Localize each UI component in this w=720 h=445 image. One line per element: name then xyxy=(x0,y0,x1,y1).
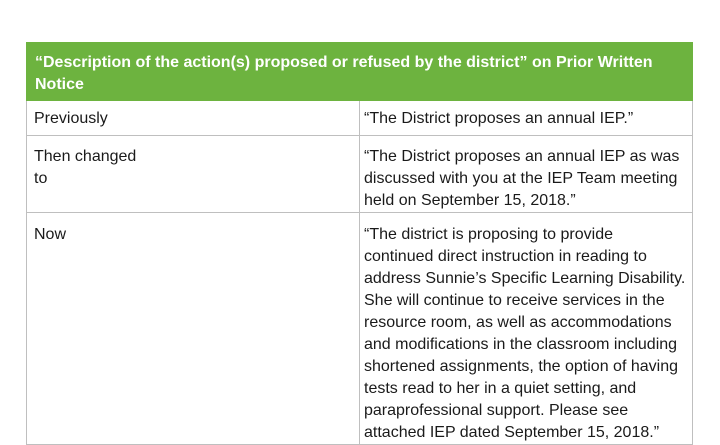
table-row-previously xyxy=(27,101,693,136)
row-text-then-changed-to: “The District proposes an annual IEP as was discussed with you at the IEP Team meeting held on September 15, 2018.” xyxy=(360,136,693,213)
table-header-row xyxy=(27,43,693,101)
row-label-previously: Previously xyxy=(27,101,360,136)
prior-written-notice-table xyxy=(26,42,693,445)
row-label-then-changed-to-text: Then changed to xyxy=(34,148,137,187)
row-label-then-changed-to xyxy=(27,136,360,213)
row-text-now: “The district is proposing to provide continued direct instruction in reading to address Sunnie’s Specific Learning Disability. She will continue to receive services in the resource room, as well as accommodations and modifications in the classroom including shortened assignments, the option of having tests read to her in a quiet setting, and paraprofessional support. Please see attached IEP dated September 15, 2018.” xyxy=(360,213,693,445)
table-row-now xyxy=(27,213,693,445)
table-row-then-changed-to xyxy=(27,136,693,213)
table-header: “Description of the action(s) proposed or refused by the district” on Prior Written Notice xyxy=(27,43,693,101)
row-label-now: Now xyxy=(27,213,360,445)
row-text-previously: “The District proposes an annual IEP.” xyxy=(360,101,693,136)
